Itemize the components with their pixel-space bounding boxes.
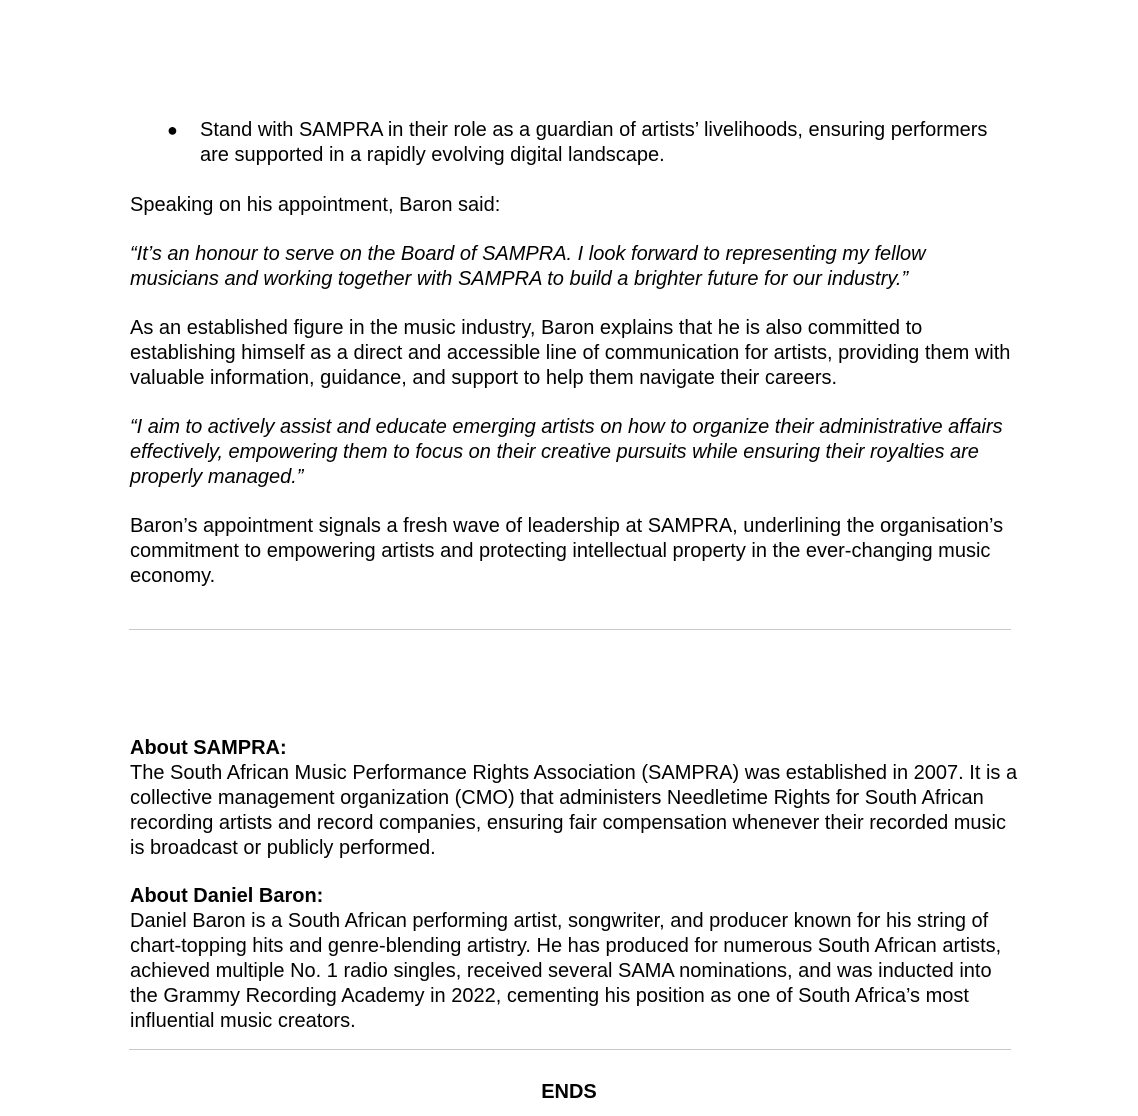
- bullet-text: Stand with SAMPRA in their role as a guardian of artists’ livelihoods, ensuring performers are supported in a rapidly evolving digital landscape.: [200, 119, 988, 166]
- ends-label: ENDS: [541, 1081, 597, 1103]
- about-sampra-section: [130, 736, 1020, 861]
- bullet-icon: ●: [167, 120, 178, 140]
- about-sampra-body: The South African Music Performance Rights Association (SAMPRA) was established in 2007. It is a collective management organization (CMO) that administers Needletime Rights for South African recording artists and record companies, ensuring fair compensation whenever their recorded music is broadcast or publicly performed.: [130, 762, 1018, 859]
- signals-paragraph: Baron’s appointment signals a fresh wave of leadership at SAMPRA, underlining the organisation’s commitment to empowering artists and protecting intellectual property in the ever-changing music economy.: [130, 515, 1004, 587]
- quote-one-paragraph: “It’s an honour to serve on the Board of SAMPRA. I look forward to representing my fellow musicians and working together with SAMPRA to build a brighter future for our industry.”: [130, 243, 926, 290]
- quote-two-paragraph: “I aim to actively assist and educate emerging artists on how to organize their administrative affairs effectively, empowering them to focus on their creative pursuits while ensuring their royalties are properly managed.”: [130, 416, 1003, 488]
- about-baron-body: Daniel Baron is a South African performing artist, songwriter, and producer known for his string of chart-topping hits and genre-blending artistry. He has produced for numerous South African artists, achieved multiple No. 1 radio singles, received several SAMA nominations, and was inducted into the Grammy Recording Academy in 2022, cementing his position as one of South Africa’s most influential music creators.: [130, 910, 1002, 1032]
- divider: [129, 1049, 1011, 1050]
- divider: [129, 629, 1011, 630]
- about-sampra-heading: About SAMPRA:: [130, 737, 287, 759]
- quote-lead-paragraph: Speaking on his appointment, Baron said:: [130, 194, 501, 216]
- list-item: [130, 118, 1020, 168]
- established-paragraph: As an established figure in the music industry, Baron explains that he is also committed to establishing himself as a direct and accessible line of communication for artists, providing them with valuable information, guidance, and support to help them navigate their careers.: [130, 317, 1011, 389]
- about-baron-heading: About Daniel Baron:: [130, 885, 324, 907]
- bullet-list: [130, 118, 1020, 168]
- about-baron-section: [130, 884, 1020, 1034]
